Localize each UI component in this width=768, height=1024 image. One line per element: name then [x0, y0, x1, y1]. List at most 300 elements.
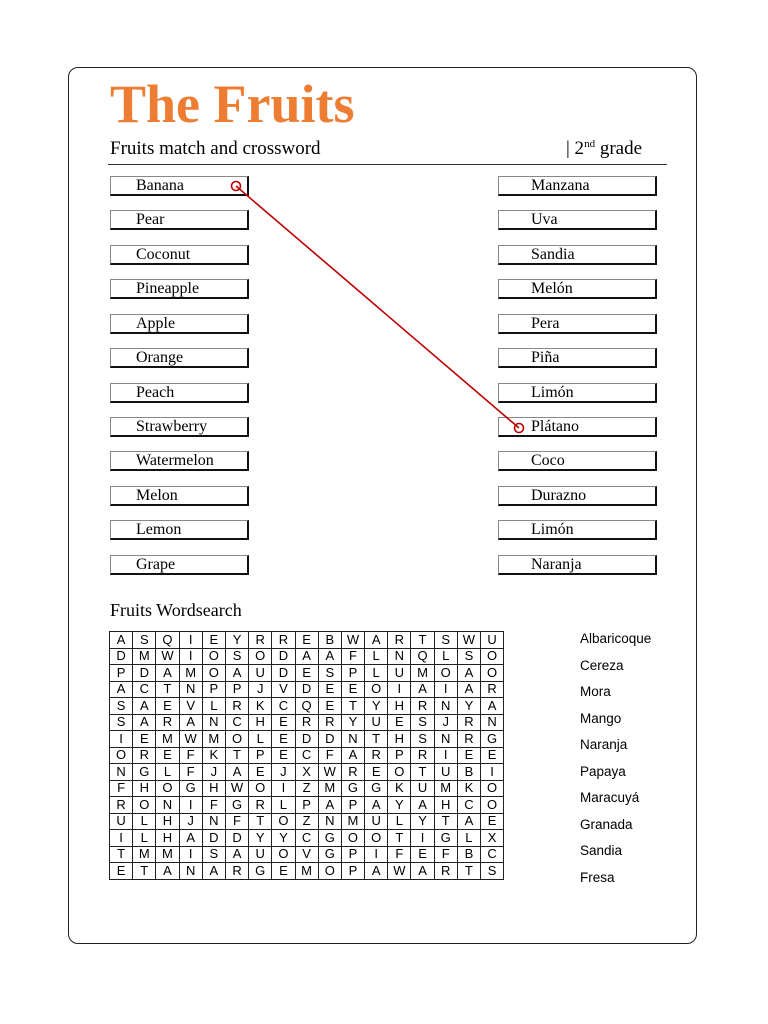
wordsearch-cell[interactable]: A [457, 681, 480, 698]
wordsearch-cell[interactable]: D [295, 681, 318, 698]
wordsearch-cell[interactable]: J [179, 813, 202, 830]
wordsearch-cell[interactable]: F [341, 648, 364, 665]
wordsearch-cell[interactable]: P [110, 665, 133, 682]
wordsearch-cell[interactable]: E [295, 632, 318, 649]
wordsearch-cell[interactable]: O [272, 846, 295, 863]
wordsearch-cell[interactable]: L [202, 698, 225, 715]
spanish-fruit-box[interactable]: Naranja [498, 555, 657, 575]
wordsearch-cell[interactable]: U [249, 665, 272, 682]
wordsearch-cell[interactable]: E [272, 747, 295, 764]
wordsearch-cell[interactable]: G [249, 863, 272, 880]
wordsearch-cell[interactable]: A [365, 863, 388, 880]
wordsearch-cell[interactable]: Y [411, 813, 434, 830]
wordsearch-cell[interactable]: R [225, 863, 248, 880]
english-fruit-box[interactable]: Orange [110, 348, 249, 368]
wordsearch-cell[interactable]: E [411, 846, 434, 863]
wordsearch-cell[interactable]: D [295, 731, 318, 748]
wordsearch-cell[interactable]: J [272, 764, 295, 781]
wordsearch-cell[interactable]: E [365, 764, 388, 781]
wordsearch-cell[interactable]: N [388, 648, 411, 665]
spanish-fruit-box[interactable]: Uva [498, 210, 657, 230]
wordsearch-cell[interactable]: D [110, 648, 133, 665]
wordsearch-cell[interactable]: O [481, 780, 504, 797]
wordsearch-cell[interactable]: A [457, 813, 480, 830]
wordsearch-cell[interactable]: O [365, 830, 388, 847]
wordsearch-cell[interactable]: D [202, 830, 225, 847]
wordsearch-cell[interactable]: A [133, 698, 156, 715]
wordsearch-cell[interactable]: T [434, 813, 457, 830]
wordsearch-cell[interactable]: T [133, 863, 156, 880]
wordsearch-cell[interactable]: I [179, 797, 202, 814]
wordsearch-cell[interactable]: V [272, 681, 295, 698]
wordsearch-cell[interactable]: K [457, 780, 480, 797]
wordsearch-cell[interactable]: A [133, 714, 156, 731]
wordsearch-cell[interactable]: I [388, 681, 411, 698]
wordsearch-cell[interactable]: G [179, 780, 202, 797]
wordsearch-cell[interactable]: A [179, 830, 202, 847]
wordsearch-cell[interactable]: U [388, 665, 411, 682]
wordsearch-cell[interactable]: O [202, 665, 225, 682]
wordsearch-word: Granada [580, 816, 633, 832]
wordsearch-cell[interactable]: S [318, 665, 341, 682]
wordsearch-cell[interactable]: I [272, 780, 295, 797]
spanish-fruit-box[interactable]: Piña [498, 348, 657, 368]
wordsearch-cell[interactable]: E [272, 731, 295, 748]
wordsearch-word: Mango [580, 710, 622, 726]
english-fruit-box[interactable]: Strawberry [110, 417, 249, 437]
wordsearch-cell[interactable]: N [434, 698, 457, 715]
wordsearch-cell[interactable]: N [110, 764, 133, 781]
wordsearch-cell[interactable]: G [434, 830, 457, 847]
wordsearch-cell[interactable]: S [411, 714, 434, 731]
wordsearch-cell[interactable]: W [457, 632, 480, 649]
wordsearch-cell[interactable]: M [341, 813, 364, 830]
wordsearch-cell[interactable]: P [249, 747, 272, 764]
wordsearch-cell[interactable]: R [457, 714, 480, 731]
wordsearch-cell[interactable]: L [365, 648, 388, 665]
wordsearch-cell[interactable]: A [411, 863, 434, 880]
wordsearch-row [110, 698, 504, 715]
wordsearch-cell[interactable]: W [179, 731, 202, 748]
wordsearch-word-list [580, 631, 651, 896]
wordsearch-cell[interactable]: O [110, 747, 133, 764]
wordsearch-cell[interactable]: H [156, 813, 179, 830]
wordsearch-cell[interactable]: G [341, 780, 364, 797]
wordsearch-cell[interactable]: I [110, 830, 133, 847]
spanish-fruit-box[interactable]: Plátano [498, 417, 657, 437]
wordsearch-cell[interactable]: H [133, 780, 156, 797]
wordsearch-cell[interactable]: T [411, 632, 434, 649]
wordsearch-cell[interactable]: O [481, 797, 504, 814]
wordsearch-cell[interactable]: F [179, 764, 202, 781]
wordsearch-cell[interactable]: R [295, 714, 318, 731]
spanish-fruit-box[interactable]: Sandia [498, 245, 657, 265]
wordsearch-cell[interactable]: F [318, 747, 341, 764]
wordsearch-cell[interactable]: I [365, 846, 388, 863]
wordsearch-cell[interactable]: A [341, 747, 364, 764]
wordsearch-cell[interactable]: T [457, 863, 480, 880]
wordsearch-word: Albaricoque [580, 631, 652, 646]
grade-suffix: grade [595, 138, 643, 159]
wordsearch-cell[interactable]: A [225, 665, 248, 682]
wordsearch-cell[interactable]: P [341, 863, 364, 880]
wordsearch-cell[interactable]: U [249, 846, 272, 863]
wordsearch-cell[interactable]: W [318, 764, 341, 781]
wordsearch-cell[interactable]: R [156, 714, 179, 731]
wordsearch-cell[interactable]: L [272, 797, 295, 814]
wordsearch-cell[interactable]: R [318, 714, 341, 731]
wordsearch-cell[interactable]: A [295, 648, 318, 665]
wordsearch-cell[interactable]: A [156, 665, 179, 682]
wordsearch-cell[interactable]: Y [272, 830, 295, 847]
wordsearch-cell[interactable]: E [272, 714, 295, 731]
wordsearch-cell[interactable]: S [457, 648, 480, 665]
wordsearch-cell[interactable]: G [365, 780, 388, 797]
english-fruit-box[interactable]: Lemon [110, 520, 249, 540]
wordsearch-cell[interactable]: R [388, 632, 411, 649]
wordsearch-cell[interactable]: R [434, 863, 457, 880]
english-fruit-box[interactable]: Banana [110, 176, 249, 196]
wordsearch-cell[interactable]: S [110, 714, 133, 731]
wordsearch-cell[interactable]: E [295, 665, 318, 682]
wordsearch-cell[interactable]: V [295, 846, 318, 863]
wordsearch-cell[interactable]: H [388, 731, 411, 748]
spanish-fruit-box[interactable]: Coco [498, 451, 657, 471]
wordsearch-cell[interactable]: B [457, 846, 480, 863]
page-title: The Fruits [110, 74, 355, 134]
wordsearch-cell[interactable]: I [411, 830, 434, 847]
wordsearch-cell[interactable]: D [225, 830, 248, 847]
wordsearch-cell[interactable]: Y [365, 698, 388, 715]
wordsearch-cell[interactable]: L [434, 648, 457, 665]
wordsearch-cell[interactable]: C [225, 714, 248, 731]
english-fruit-box[interactable]: Pear [110, 210, 249, 230]
wordsearch-cell[interactable]: M [133, 648, 156, 665]
wordsearch-row [110, 731, 504, 748]
wordsearch-cell[interactable]: P [388, 747, 411, 764]
wordsearch-cell[interactable]: R [341, 764, 364, 781]
wordsearch-cell[interactable]: M [156, 846, 179, 863]
wordsearch-cell[interactable]: E [481, 813, 504, 830]
wordsearch-cell[interactable]: N [341, 731, 364, 748]
wordsearch-word: Sandia [580, 843, 623, 858]
wordsearch-cell[interactable]: T [225, 747, 248, 764]
wordsearch-cell[interactable]: U [481, 632, 504, 649]
wordsearch-cell[interactable]: F [388, 846, 411, 863]
wordsearch-cell[interactable]: N [481, 714, 504, 731]
wordsearch-cell[interactable]: E [156, 747, 179, 764]
spanish-fruit-box[interactable]: Limón [498, 520, 657, 540]
wordsearch-cell[interactable]: N [202, 714, 225, 731]
wordsearch-cell[interactable]: A [225, 764, 248, 781]
wordsearch-cell[interactable]: Y [225, 632, 248, 649]
wordsearch-cell[interactable]: Z [295, 780, 318, 797]
wordsearch-cell[interactable]: F [434, 846, 457, 863]
wordsearch-cell[interactable]: L [457, 830, 480, 847]
wordsearch-cell[interactable]: M [133, 846, 156, 863]
wordsearch-cell[interactable]: N [179, 681, 202, 698]
wordsearch-cell[interactable]: J [249, 681, 272, 698]
wordsearch-cell[interactable]: O [318, 863, 341, 880]
english-fruit-box[interactable]: Melon [110, 486, 249, 506]
wordsearch-cell[interactable]: O [225, 731, 248, 748]
english-fruit-box[interactable]: Pineapple [110, 279, 249, 299]
wordsearch-cell[interactable]: L [388, 813, 411, 830]
wordsearch-cell[interactable]: U [434, 764, 457, 781]
wordsearch-cell[interactable]: M [179, 665, 202, 682]
spanish-fruit-box[interactable]: Melón [498, 279, 657, 299]
wordsearch-cell[interactable]: G [318, 830, 341, 847]
wordsearch-cell[interactable]: R [481, 681, 504, 698]
english-fruit-box[interactable]: Apple [110, 314, 249, 334]
wordsearch-cell[interactable]: E [156, 698, 179, 715]
english-fruit-box[interactable]: Watermelon [110, 451, 249, 471]
wordsearch-row [110, 863, 504, 880]
wordsearch-cell[interactable]: G [133, 764, 156, 781]
wordsearch-row [110, 813, 504, 830]
wordsearch-cell[interactable]: W [156, 648, 179, 665]
wordsearch-cell[interactable]: B [457, 764, 480, 781]
wordsearch-cell[interactable]: E [318, 681, 341, 698]
wordsearch-cell[interactable]: P [225, 681, 248, 698]
wordsearch-cell[interactable]: M [411, 665, 434, 682]
wordsearch-cell[interactable]: S [434, 632, 457, 649]
wordsearch-cell[interactable]: I [179, 632, 202, 649]
wordsearch-cell[interactable]: Y [388, 797, 411, 814]
wordsearch-cell[interactable]: O [202, 648, 225, 665]
wordsearch-cell[interactable]: G [318, 846, 341, 863]
wordsearch-cell[interactable]: C [481, 846, 504, 863]
wordsearch-cell[interactable]: B [318, 632, 341, 649]
english-fruit-box[interactable]: Grape [110, 555, 249, 575]
wordsearch-cell[interactable]: N [156, 797, 179, 814]
wordsearch-cell[interactable]: J [202, 764, 225, 781]
english-fruit-box[interactable]: Peach [110, 383, 249, 403]
wordsearch-cell[interactable]: E [249, 764, 272, 781]
wordsearch-cell[interactable]: R [365, 747, 388, 764]
wordsearch-cell[interactable]: A [225, 846, 248, 863]
wordsearch-cell[interactable]: R [133, 747, 156, 764]
wordsearch-cell[interactable]: Q [411, 648, 434, 665]
wordsearch-cell[interactable]: P [341, 846, 364, 863]
wordsearch-cell[interactable]: R [272, 632, 295, 649]
wordsearch-cell[interactable]: E [133, 731, 156, 748]
wordsearch-cell[interactable]: L [156, 764, 179, 781]
wordsearch-cell[interactable]: A [110, 681, 133, 698]
wordsearch-cell[interactable]: A [179, 714, 202, 731]
wordsearch-cell[interactable]: A [411, 797, 434, 814]
wordsearch-cell[interactable]: T [341, 698, 364, 715]
wordsearch-cell[interactable]: K [388, 780, 411, 797]
wordsearch-cell[interactable]: O [481, 648, 504, 665]
wordsearch-cell[interactable]: T [388, 830, 411, 847]
wordsearch-cell[interactable]: O [156, 780, 179, 797]
wordsearch-cell[interactable]: L [133, 813, 156, 830]
wordsearch-cell[interactable]: S [202, 846, 225, 863]
wordsearch-cell[interactable]: O [365, 681, 388, 698]
wordsearch-cell[interactable]: A [411, 681, 434, 698]
wordsearch-row [110, 714, 504, 731]
wordsearch-cell[interactable]: T [365, 731, 388, 748]
wordsearch-cell[interactable]: T [411, 764, 434, 781]
wordsearch-cell[interactable]: Y [457, 698, 480, 715]
wordsearch-cell[interactable]: C [133, 681, 156, 698]
wordsearch-cell[interactable]: P [202, 681, 225, 698]
wordsearch-cell[interactable]: S [133, 632, 156, 649]
wordsearch-cell[interactable]: I [434, 681, 457, 698]
spanish-fruit-box[interactable]: Durazno [498, 486, 657, 506]
wordsearch-cell[interactable]: O [481, 665, 504, 682]
wordsearch-cell[interactable]: E [110, 863, 133, 880]
wordsearch-cell[interactable]: A [318, 648, 341, 665]
wordsearch-cell[interactable]: N [318, 813, 341, 830]
wordsearch-cell[interactable]: W [341, 632, 364, 649]
wordsearch-cell[interactable]: S [411, 731, 434, 748]
spanish-fruit-box[interactable]: Manzana [498, 176, 657, 196]
wordsearch-row [110, 830, 504, 847]
wordsearch-cell[interactable]: E [341, 681, 364, 698]
wordsearch-cell[interactable]: O [388, 764, 411, 781]
wordsearch-row [110, 648, 504, 665]
wordsearch-row [110, 681, 504, 698]
wordsearch-word: Fresa [580, 869, 615, 885]
wordsearch-cell[interactable]: H [249, 714, 272, 731]
wordsearch-cell[interactable]: H [388, 698, 411, 715]
wordsearch-cell[interactable]: S [481, 863, 504, 880]
wordsearch-cell[interactable]: F [110, 780, 133, 797]
wordsearch-cell[interactable]: I [110, 731, 133, 748]
wordsearch-cell[interactable]: O [249, 648, 272, 665]
wordsearch-cell[interactable]: C [272, 698, 295, 715]
wordsearch-cell[interactable]: J [434, 714, 457, 731]
english-fruit-box[interactable]: Coconut [110, 245, 249, 265]
wordsearch-cell[interactable]: M [295, 863, 318, 880]
wordsearch-cell[interactable]: R [225, 698, 248, 715]
wordsearch-cell[interactable]: H [156, 830, 179, 847]
wordsearch-cell[interactable]: O [249, 780, 272, 797]
wordsearch-cell[interactable]: F [202, 797, 225, 814]
wordsearch-cell[interactable]: P [341, 797, 364, 814]
wordsearch-cell[interactable]: O [272, 813, 295, 830]
wordsearch-cell[interactable]: F [179, 747, 202, 764]
wordsearch-cell[interactable]: T [110, 846, 133, 863]
wordsearch-cell[interactable]: H [202, 780, 225, 797]
wordsearch-cell[interactable]: R [457, 731, 480, 748]
wordsearch-cell[interactable]: M [156, 731, 179, 748]
wordsearch-cell[interactable]: A [365, 797, 388, 814]
wordsearch-word: Mora [580, 684, 611, 699]
wordsearch-cell[interactable]: W [225, 780, 248, 797]
wordsearch-cell[interactable]: G [225, 797, 248, 814]
wordsearch-cell[interactable]: Z [295, 813, 318, 830]
spanish-fruit-box[interactable]: Limón [498, 383, 657, 403]
wordsearch-cell[interactable]: E [388, 714, 411, 731]
wordsearch-cell[interactable]: E [272, 863, 295, 880]
wordsearch-cell[interactable]: P [295, 797, 318, 814]
wordsearch-cell[interactable]: C [457, 797, 480, 814]
wordsearch-cell[interactable]: U [110, 813, 133, 830]
wordsearch-word: Maracuyá [580, 790, 640, 805]
wordsearch-cell[interactable]: Q [295, 698, 318, 715]
wordsearch-cell[interactable]: I [179, 846, 202, 863]
wordsearch-cell[interactable]: C [295, 830, 318, 847]
wordsearch-cell[interactable]: X [295, 764, 318, 781]
wordsearch-cell[interactable]: N [434, 731, 457, 748]
wordsearch-cell[interactable]: U [411, 780, 434, 797]
wordsearch-cell[interactable]: H [434, 797, 457, 814]
wordsearch-cell[interactable]: A [156, 863, 179, 880]
wordsearch-cell[interactable]: A [457, 665, 480, 682]
wordsearch-cell[interactable]: S [225, 648, 248, 665]
wordsearch-cell[interactable]: D [133, 665, 156, 682]
wordsearch-cell[interactable]: E [457, 747, 480, 764]
wordsearch-cell[interactable]: Y [249, 830, 272, 847]
wordsearch-cell[interactable]: K [202, 747, 225, 764]
wordsearch-cell[interactable]: O [434, 665, 457, 682]
wordsearch-cell[interactable]: X [481, 830, 504, 847]
wordsearch-cell[interactable]: M [202, 731, 225, 748]
wordsearch-cell[interactable]: D [272, 648, 295, 665]
wordsearch-cell[interactable]: R [411, 698, 434, 715]
wordsearch-cell[interactable]: V [179, 698, 202, 715]
wordsearch-cell[interactable]: L [249, 731, 272, 748]
wordsearch-cell[interactable]: U [365, 813, 388, 830]
wordsearch-cell[interactable]: O [133, 797, 156, 814]
wordsearch-cell[interactable]: E [481, 747, 504, 764]
wordsearch-cell[interactable]: R [249, 632, 272, 649]
wordsearch-cell[interactable]: R [110, 797, 133, 814]
wordsearch-cell[interactable]: O [341, 830, 364, 847]
wordsearch-cell[interactable]: U [365, 714, 388, 731]
wordsearch-row [110, 846, 504, 863]
wordsearch-cell[interactable]: E [318, 698, 341, 715]
wordsearch-cell[interactable]: D [272, 665, 295, 682]
wordsearch-cell[interactable]: W [388, 863, 411, 880]
wordsearch-cell[interactable]: N [202, 813, 225, 830]
wordsearch-cell[interactable]: N [179, 863, 202, 880]
wordsearch-cell[interactable]: I [179, 648, 202, 665]
wordsearch-cell[interactable]: I [481, 764, 504, 781]
wordsearch-row [110, 797, 504, 814]
wordsearch-cell[interactable]: R [411, 747, 434, 764]
wordsearch-cell[interactable]: T [249, 813, 272, 830]
grade-prefix: | 2 [566, 138, 585, 159]
wordsearch-cell[interactable]: A [481, 698, 504, 715]
wordsearch-cell[interactable]: D [318, 731, 341, 748]
wordsearch-cell[interactable]: I [434, 747, 457, 764]
wordsearch-cell[interactable]: T [156, 681, 179, 698]
wordsearch-cell[interactable]: S [110, 698, 133, 715]
spanish-fruit-box[interactable]: Pera [498, 314, 657, 334]
wordsearch-cell[interactable]: G [481, 731, 504, 748]
wordsearch-cell[interactable]: R [249, 797, 272, 814]
wordsearch-cell[interactable]: K [249, 698, 272, 715]
wordsearch-cell[interactable]: E [202, 632, 225, 649]
wordsearch-cell[interactable]: A [110, 632, 133, 649]
wordsearch-cell[interactable]: L [133, 830, 156, 847]
wordsearch-cell[interactable]: Y [341, 714, 364, 731]
wordsearch-cell[interactable]: L [365, 665, 388, 682]
wordsearch-cell[interactable]: A [318, 797, 341, 814]
wordsearch-cell[interactable]: M [434, 780, 457, 797]
wordsearch-cell[interactable]: Q [156, 632, 179, 649]
wordsearch-cell[interactable]: M [318, 780, 341, 797]
wordsearch-cell[interactable]: A [365, 632, 388, 649]
wordsearch-cell[interactable]: F [225, 813, 248, 830]
wordsearch-cell[interactable]: A [202, 863, 225, 880]
wordsearch-cell[interactable]: P [341, 665, 364, 682]
wordsearch-cell[interactable]: C [295, 747, 318, 764]
